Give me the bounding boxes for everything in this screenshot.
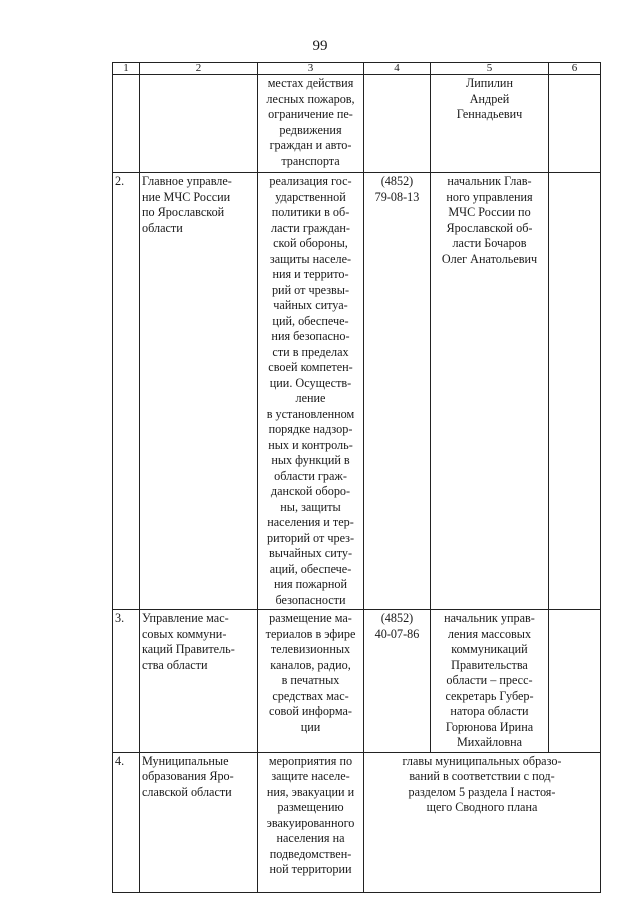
plan-table xyxy=(112,62,601,893)
responsible-person-cell-line: МЧС России по xyxy=(448,205,531,219)
responsible-person-cell-line: ного управления xyxy=(446,189,533,204)
organization-cell-line: совых коммуни- xyxy=(142,626,227,641)
action-cell-line: области граж- xyxy=(274,468,347,483)
phone-cell-line: 40-07-86 xyxy=(374,626,420,641)
action-cell-line: телевизионных xyxy=(270,642,351,656)
header-cell: 1 xyxy=(113,63,140,75)
action-cell xyxy=(258,173,364,610)
responsible-person-cell-line: натора области xyxy=(450,704,529,718)
responsible-merged-cell-line: щего Сводного плана xyxy=(426,800,538,814)
action-cell-line: населения и тер- xyxy=(267,515,354,529)
responsible-person-cell xyxy=(431,173,549,610)
organization-cell xyxy=(140,75,258,173)
action-cell-line: ния и террито- xyxy=(272,267,349,281)
note-cell xyxy=(549,75,601,173)
action-cell-line: ской обороны, xyxy=(273,236,348,250)
action-cell-line: в печатных xyxy=(281,673,340,687)
organization-cell-line: ства области xyxy=(142,657,208,672)
responsible-person-cell-line: Правительства xyxy=(451,657,528,672)
action-cell-line: редвижения xyxy=(279,122,342,137)
organization-cell-line: каций Правитель- xyxy=(142,642,235,656)
action-cell-line: ласти граждан- xyxy=(271,220,350,235)
page-number: 99 xyxy=(312,38,328,54)
responsible-merged-cell-line: разделом 5 раздела I настоя- xyxy=(408,784,556,799)
responsible-person-cell xyxy=(431,610,549,753)
action-cell-line: ление xyxy=(295,391,326,405)
action-cell-line: вычайных ситу- xyxy=(268,546,353,560)
responsible-person-cell xyxy=(431,75,549,173)
action-cell xyxy=(258,610,364,753)
responsible-merged-cell xyxy=(364,752,601,892)
phone-cell-line: (4852) xyxy=(380,611,414,625)
row-number-cell: 4. xyxy=(113,752,140,892)
note-cell xyxy=(549,610,601,753)
action-cell-line: транспорта xyxy=(281,153,340,168)
row-number-cell: 3. xyxy=(113,610,140,753)
action-cell-line: ны, защиты xyxy=(280,499,341,514)
phone-cell xyxy=(364,173,431,610)
row-number-cell: 2. xyxy=(113,173,140,610)
note-cell xyxy=(549,173,601,610)
action-cell-line: ции. Осуществ- xyxy=(269,375,352,390)
action-cell-line: аций, обеспече- xyxy=(269,561,352,576)
action-cell-line: своей компетен- xyxy=(268,360,353,374)
organization-cell-line: образования Яро- xyxy=(142,769,234,783)
organization-cell xyxy=(140,173,258,610)
table-row xyxy=(113,610,601,753)
organization-cell-line: славской области xyxy=(142,784,232,799)
action-cell-line: политики в об- xyxy=(271,205,350,219)
action-cell-line: реализация гос- xyxy=(269,174,352,188)
responsible-person-cell-line: Михайловна xyxy=(456,735,523,749)
header-cell: 2 xyxy=(140,63,258,75)
table-row xyxy=(113,173,601,610)
table-row xyxy=(113,75,601,173)
organization-cell-line: Главное управле- xyxy=(142,174,232,188)
responsible-person-cell-line: Горюнова Ирина xyxy=(445,719,534,734)
responsible-person-cell-line: Ярославской об- xyxy=(446,220,533,235)
action-cell-line: населения на xyxy=(276,831,345,845)
organization-cell xyxy=(140,752,258,892)
action-cell-line: ния, эвакуации и xyxy=(266,784,355,799)
action-cell-line: ции xyxy=(300,719,321,734)
responsible-person-cell-line: области – пресс- xyxy=(446,673,533,687)
row-number-cell xyxy=(113,75,140,173)
action-cell-line: ций, обеспече- xyxy=(272,313,349,328)
action-cell-line: ударственной xyxy=(275,189,346,204)
phone-cell-line: 79-08-13 xyxy=(374,189,420,204)
action-cell-line: ных и контроль- xyxy=(268,437,353,452)
action-cell-line: подведомствен- xyxy=(269,846,352,861)
action-cell-line: граждан и авто- xyxy=(269,138,352,152)
responsible-person-cell-line: начальник Глав- xyxy=(447,174,532,188)
action-cell-line: сти в пределах xyxy=(272,344,349,359)
action-cell-line: совой информа- xyxy=(269,704,352,718)
organization-cell-line: Муниципальные xyxy=(142,753,229,768)
action-cell-line: чайных ситуа- xyxy=(273,298,348,312)
header-cell: 6 xyxy=(549,63,601,75)
action-cell-line: средствах мас- xyxy=(272,688,349,703)
responsible-person-cell-line: ления массовых xyxy=(447,626,532,641)
phone-cell xyxy=(364,610,431,753)
responsible-person-cell-line: ласти Бочаров xyxy=(452,236,527,250)
action-cell-line: ограничение пе- xyxy=(268,107,353,121)
responsible-merged-cell-line: ваний в соответствии с под- xyxy=(409,769,555,783)
organization-cell-line: Управление мас- xyxy=(142,611,229,625)
action-cell xyxy=(258,752,364,892)
action-cell-line: безопасности xyxy=(275,592,346,607)
responsible-person-cell-line: Олег Анатольевич xyxy=(441,251,538,266)
action-cell-line: териалов в эфире xyxy=(265,626,356,641)
organization-cell-line: области xyxy=(142,220,183,235)
responsible-person-cell-line: Липилин xyxy=(466,76,513,90)
responsible-person-cell-line: Андрей xyxy=(469,91,510,106)
header-cell: 3 xyxy=(258,63,364,75)
action-cell-line: в установленном xyxy=(266,406,355,421)
action-cell-line: защиты населе- xyxy=(269,251,352,266)
header-cell: 4 xyxy=(364,63,431,75)
responsible-person-cell-line: секретарь Губер- xyxy=(445,688,534,703)
responsible-person-cell-line: Геннадьевич xyxy=(456,107,523,121)
phone-cell xyxy=(364,75,431,173)
action-cell-line: мероприятия по xyxy=(268,753,353,768)
action-cell-line: ния безопасно- xyxy=(271,329,350,343)
action-cell-line: защите населе- xyxy=(271,769,350,783)
action-cell-line: ных функций в xyxy=(271,453,350,467)
action-cell-line: местах действия xyxy=(267,76,354,90)
header-row xyxy=(113,63,601,75)
organization-cell xyxy=(140,610,258,753)
action-cell-line: порядке надзор- xyxy=(268,422,353,436)
responsible-person-cell-line: начальник управ- xyxy=(444,611,535,625)
action-cell-line: эвакуированного xyxy=(266,815,355,830)
action-cell-line: лесных пожаров, xyxy=(266,91,355,106)
action-cell xyxy=(258,75,364,173)
responsible-person-cell-line: коммуникаций xyxy=(451,642,528,656)
organization-cell-line: ние МЧС России xyxy=(142,189,231,204)
organization-cell-line: по Ярославской xyxy=(142,205,225,219)
header-cell: 5 xyxy=(431,63,549,75)
action-cell-line: ния пожарной xyxy=(273,577,348,591)
action-cell-line: рий от чрезвы- xyxy=(271,282,350,297)
action-cell-line: каналов, радио, xyxy=(270,657,351,672)
action-cell-line: данской оборо- xyxy=(270,484,351,498)
table-row xyxy=(113,752,601,892)
phone-cell-line: (4852) xyxy=(380,174,414,188)
action-cell-line: риторий от чрез- xyxy=(266,530,355,545)
action-cell-line: размещение ма- xyxy=(269,611,352,625)
responsible-merged-cell-line: главы муниципальных образо- xyxy=(402,753,562,768)
action-cell-line: размещению xyxy=(277,800,344,814)
action-cell-line: ной территории xyxy=(269,862,352,876)
